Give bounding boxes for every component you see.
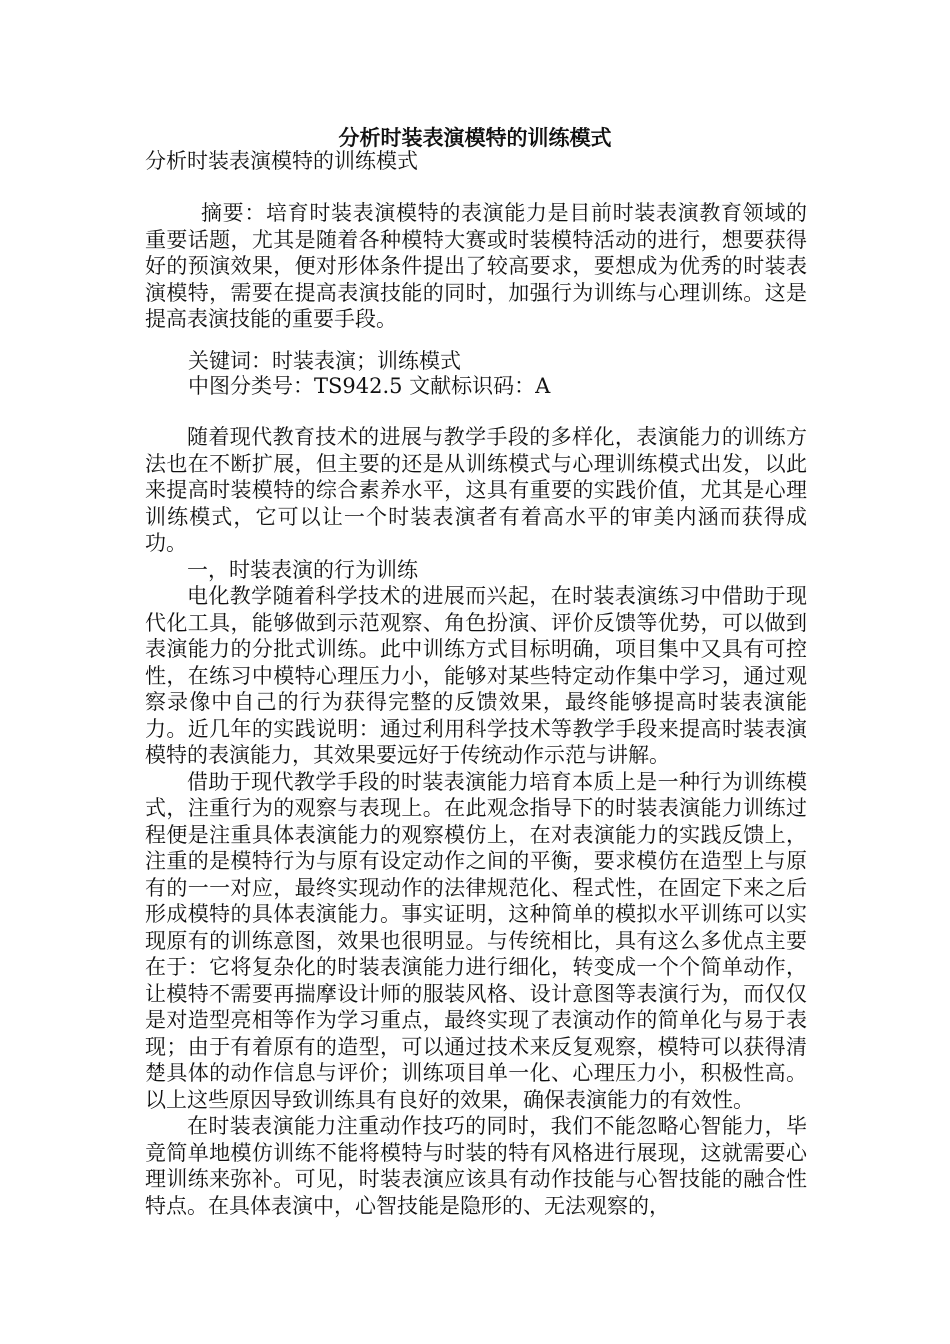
keywords-line: 关键词：时装表演；训练模式 (188, 349, 461, 373)
body-paragraph: 在时装表演能力注重动作技巧的同时，我们不能忽略心智能力，毕竟简单地模仿训练不能将模特与时装的特有风格进行展现，这就需要心理训练来弥补。可见，时装表演应该具有动作技能与心智技能的融合性特点。在具体表演中，心智技能是隐形的、无法观察的， (145, 1114, 807, 1218)
abstract-paragraph: 摘要：培育时装表演模特的表演能力是目前时装表演教育领域的重要话题，尤其是随着各种模特大赛或时装模特活动的进行，想要获得好的预演效果，便对形体条件提出了较高要求，要想成为优秀的时装表演模特，需要在提高表演技能的同时，加强行为训练与心理训练。这是提高表演技能的重要手段。 (145, 201, 807, 331)
body-text (145, 424, 807, 1219)
section-heading: 一，时装表演的行为训练 (187, 557, 418, 582)
document-subtitle: 分析时装表演模特的训练模式 (145, 149, 418, 173)
body-paragraph: 电化教学随着科学技术的进展而兴起，在时装表演练习中借助于现代化工具，能够做到示范观察、角色扮演、评价反馈等优势，可以做到表演能力的分批式训练。此中训练方式目标明确，项目集中又具有可控性，在练习中模特心理压力小，能够对某些特定动作集中学习，通过观察录像中自己的行为获得完整的反馈效果，最终能够提高时装表演能力。近几年的实践说明：通过利用科学技术等教学手段来提高时装表演模特的表演能力，其效果要远好于传统动作示范与讲解。 (145, 584, 807, 767)
document-title: 分析时装表演模特的训练模式 (338, 125, 612, 150)
body-paragraph-intro: 随着现代教育技术的进展与教学手段的多样化，表演能力的训练方法也在不断扩展，但主要的还是从训练模式与心理训练模式出发，以此来提高时装模特的综合素养水平，这具有重要的实践价值，尤其是心理训练模式，它可以让一个时装表演者有着高水平的审美内涵而获得成功。 (145, 425, 807, 555)
body-paragraph: 借助于现代教学手段的时装表演能力培育本质上是一种行为训练模式，注重行为的观察与表现上。在此观念指导下的时装表演能力训练过程便是注重具体表演能力的观察模仿上，在对表演能力的实践反馈上，注重的是模特行为与原有设定动作之间的平衡，要求模仿在造型上与原有的一一对应，最终实现动作的法律规范化、程式性，在固定下来之后形成模特的具体表演能力。事实证明，这种简单的模拟水平训练可以实现原有的训练意图，效果也很明显。与传统相比，具有这么多优点主要在于：它将复杂化的时装表演能力进行细化，转变成一个个简单动作，让模特不需要再揣摩设计师的服装风格、设计意图等表演行为，而仅仅是对造型亮相等作为学习重点，最终实现了表演动作的简单化与易于表现；由于有着原有的造型，可以通过技术来反复观察，模特可以获得清楚具体的动作信息与评价；训练项目单一化、心理压力小，积极性高。以上这些原因导致训练具有良好的效果，确保表演能力的有效性。 (145, 769, 807, 1112)
classification-line: 中图分类号：TS942.5 文献标识码：A (188, 374, 551, 398)
